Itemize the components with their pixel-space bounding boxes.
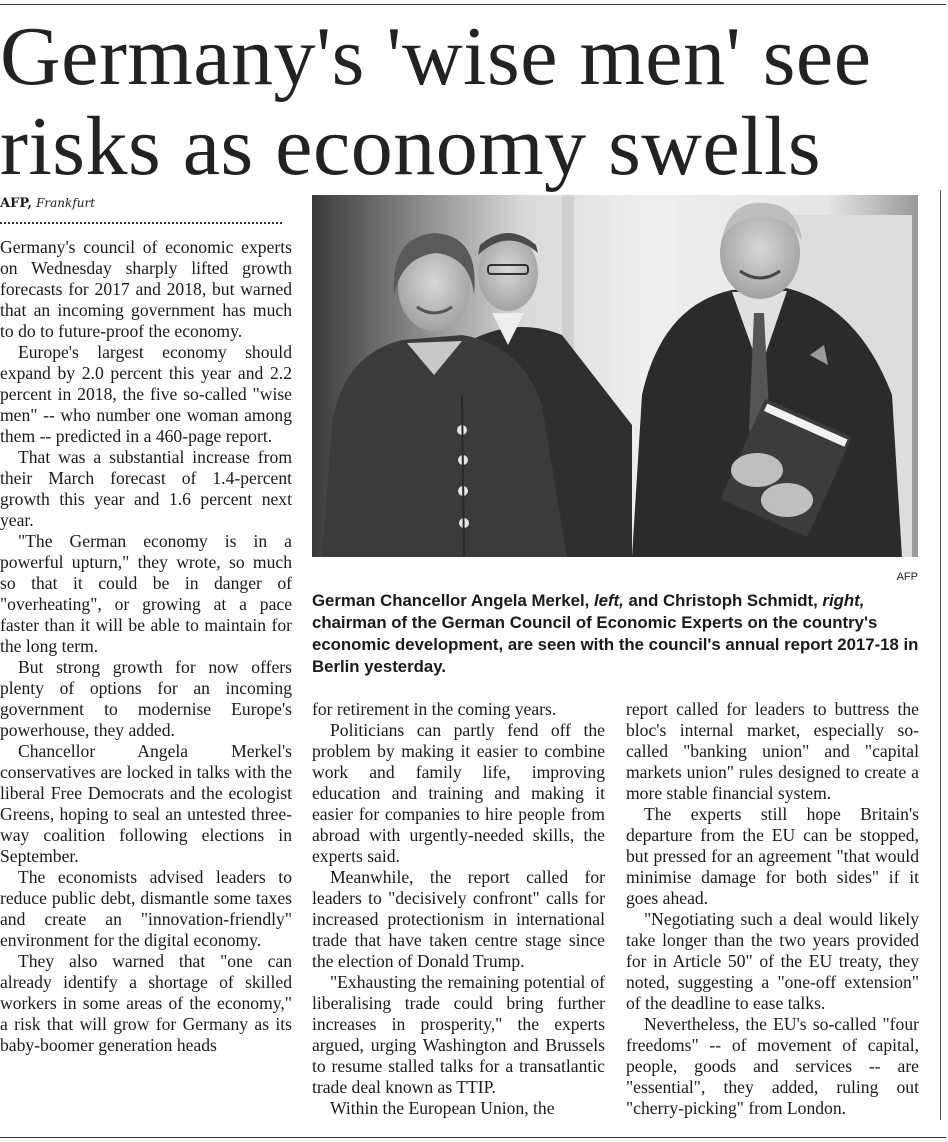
news-photo: [312, 195, 918, 557]
byline-agency: AFP,: [0, 196, 32, 211]
headline: Germany's 'wise men' see risks as economy swells: [0, 10, 872, 193]
paragraph: Chancellor Angela Merkel's conservatives are locked in talks with the liberal Free Democrats and the ecologist Greens, hoping to seal an untested three-way coalition following elections in September.: [0, 741, 292, 866]
paragraph: But strong growth for now offers plenty of options for an incoming government to modernise Europe's powerhouse, they added.: [0, 657, 292, 740]
byline-separator: [0, 222, 282, 224]
paragraph: They also warned that "one can already identify a shortage of skilled workers in some areas of the economy," a risk that will grow for Germany as its baby-boomer generation heads: [0, 951, 292, 1055]
dateline: [0, 196, 95, 211]
right-column-rule: [940, 190, 941, 1120]
caption-part-3: chairman of the German Council of Economic Experts on the country's economic development, are seen with the council's annual report 2017-18 in Berlin yesterday.: [312, 613, 919, 676]
paragraph: Europe's largest economy should expand by 2.0 percent this year and 2.2 percent in 2018, the five so-called "wise men" -- who number one woman among them -- predicted in a 460-page report.: [0, 342, 292, 446]
paragraph: report called for leaders to buttress the bloc's internal market, especially so-called "banking union" and "capital markets union" rules designed to create a more stable financial system.: [626, 699, 919, 803]
caption-right-label: right,: [822, 591, 865, 610]
paragraph: "The German economy is in a powerful upturn," they wrote, so much so that it could be in danger of "overheating", or growing at a pace faster than it will be able to maintain for the long term.: [0, 531, 292, 656]
paragraph: "Negotiating such a deal would likely take longer than the two years provided for in Article 50" of the EU treaty, they noted, suggesting a "one-off extension" of the deadline to ease talks.: [626, 909, 919, 1013]
paragraph: Politicians can partly fend off the problem by making it easier to combine work and family life, improving education and training and making it easier for companies to hire people from abroad with urgently-needed skills, the experts said.: [312, 720, 605, 866]
paragraph: Germany's council of economic experts on Wednesday sharply lifted growth forecasts for 2017 and 2018, but warned that an incoming government has much to do to future-proof the economy.: [0, 237, 292, 341]
byline-city: Frankfurt: [36, 196, 96, 210]
caption-part-1: German Chancellor Angela Merkel,: [312, 591, 590, 610]
paragraph: "Exhausting the remaining potential of liberalising trade could bring further increases in prosperity," the experts argued, urging Washington and Brussels to resume stalled talks for a transatlantic trade deal known as TTIP.: [312, 972, 605, 1097]
bottom-rule: [0, 1137, 946, 1138]
paragraph: Meanwhile, the report called for leaders to "decisively confront" calls for increased protectionism in international trade that have taken centre stage since the election of Donald Trump.: [312, 867, 605, 971]
paragraph: for retirement in the coming years.: [312, 699, 557, 719]
caption-part-2: and Christoph Schmidt,: [628, 591, 818, 610]
photo-caption: [312, 590, 922, 678]
article-column-3: [626, 699, 919, 1119]
paragraph: Within the European Union, the: [330, 1098, 555, 1118]
photo-credit: AFP: [896, 571, 918, 583]
paragraph: The experts still hope Britain's departure from the EU can be stopped, but pressed for an agreement "that would minimise damage for both sides" if it goes ahead.: [626, 804, 919, 908]
paragraph: Nevertheless, the EU's so-called "four freedoms" -- of movement of capital, people, goods and services -- are "essential", they added, ruling out "cherry-picking" from London.: [626, 1014, 919, 1118]
article-column-1: [0, 237, 292, 1056]
paragraph: That was a substantial increase from their March forecast of 1.4-percent growth this year and 1.6 percent next year.: [0, 447, 292, 530]
article-column-2: [312, 699, 605, 1119]
paragraph: The economists advised leaders to reduce public debt, dismantle some taxes and create an "innovation-friendly" environment for the digital economy.: [0, 867, 292, 950]
caption-left-label: left,: [593, 591, 624, 610]
top-rule: [0, 4, 946, 5]
